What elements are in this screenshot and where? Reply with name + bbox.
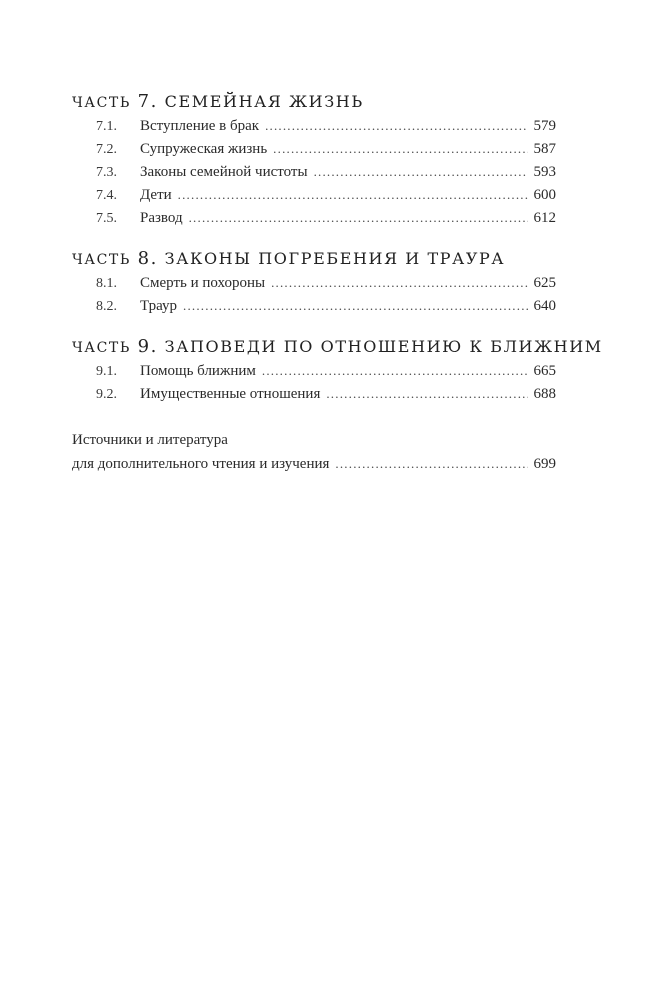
sources-page: 699 xyxy=(533,456,556,472)
entry-page: 688 xyxy=(533,386,556,402)
part-9 xyxy=(72,335,603,405)
part-label: ЧАСТЬ xyxy=(72,340,131,356)
dot-leader xyxy=(262,359,528,382)
entry-page: 579 xyxy=(533,118,556,134)
part-label: ЧАСТЬ xyxy=(72,95,131,111)
part-label: ЧАСТЬ xyxy=(72,252,131,268)
entry-title: Дети xyxy=(140,187,172,203)
entry-page: 640 xyxy=(533,298,556,314)
entry-number: 7.4. xyxy=(96,188,117,203)
part-8 xyxy=(72,247,556,317)
part-number: 7. xyxy=(137,91,158,112)
entry-title: Законы семейной чистоты xyxy=(140,164,308,180)
entry-page: 612 xyxy=(533,210,556,226)
dot-leader xyxy=(335,452,527,475)
dot-leader xyxy=(273,137,527,160)
entry-title: Вступление в брак xyxy=(140,118,260,134)
entry-number: 7.1. xyxy=(96,119,117,134)
entry-title: Развод xyxy=(140,210,183,226)
part-number: 8. xyxy=(137,248,158,269)
sources-line xyxy=(72,452,556,475)
dot-leader xyxy=(326,382,527,405)
entry-page: 665 xyxy=(533,363,556,379)
part-title: СЕМЕЙНАЯ ЖИЗНЬ xyxy=(164,92,364,111)
toc-entry[interactable] xyxy=(72,160,556,183)
entry-title: Супружеская жизнь xyxy=(140,141,268,157)
dot-leader xyxy=(189,206,528,229)
part-title: ЗАКОНЫ ПОГРЕБЕНИЯ И ТРАУРА xyxy=(164,249,506,268)
entry-number: 8.2. xyxy=(96,299,117,314)
part-7 xyxy=(72,90,556,229)
entry-number: 8.1. xyxy=(96,276,117,291)
dot-leader xyxy=(183,294,528,317)
entry-number: 9.2. xyxy=(96,387,117,402)
dot-leader xyxy=(314,160,528,183)
entry-title: Имущественные отношения xyxy=(140,386,321,402)
toc-entry[interactable] xyxy=(72,114,556,137)
part-title: ЗАПОВЕДИ ПО ОТНОШЕНИЮ К БЛИЖНИМ xyxy=(164,337,603,356)
dot-leader xyxy=(271,271,527,294)
toc-entry[interactable] xyxy=(72,137,556,160)
entry-number: 9.1. xyxy=(96,364,117,379)
sources-entry[interactable] xyxy=(72,429,556,475)
toc-entry[interactable] xyxy=(72,206,556,229)
part-number: 9. xyxy=(137,336,158,357)
entry-number: 7.2. xyxy=(96,142,117,157)
entry-title: Траур xyxy=(140,298,177,314)
toc-entry[interactable] xyxy=(72,359,556,382)
sources-subtitle: для дополнительного чтения и изучения xyxy=(72,456,330,472)
dot-leader xyxy=(178,183,528,206)
entry-page: 625 xyxy=(533,275,556,291)
entry-title: Помощь ближним xyxy=(140,363,256,379)
entry-page: 600 xyxy=(533,187,556,203)
part-heading xyxy=(72,90,556,114)
entry-title: Смерть и похороны xyxy=(140,275,266,291)
toc-entry[interactable] xyxy=(72,271,556,294)
sources-title: Источники и литература xyxy=(72,432,228,448)
toc-entry[interactable] xyxy=(72,183,556,206)
dot-leader xyxy=(265,114,527,137)
toc-entry[interactable] xyxy=(72,294,556,317)
entry-number: 7.5. xyxy=(96,211,117,226)
part-heading xyxy=(72,247,556,271)
entry-number: 7.3. xyxy=(96,165,117,180)
entry-page: 593 xyxy=(533,164,556,180)
part-heading xyxy=(72,335,603,359)
toc-entry[interactable] xyxy=(72,382,556,405)
table-of-contents xyxy=(72,90,603,475)
entry-page: 587 xyxy=(533,141,556,157)
